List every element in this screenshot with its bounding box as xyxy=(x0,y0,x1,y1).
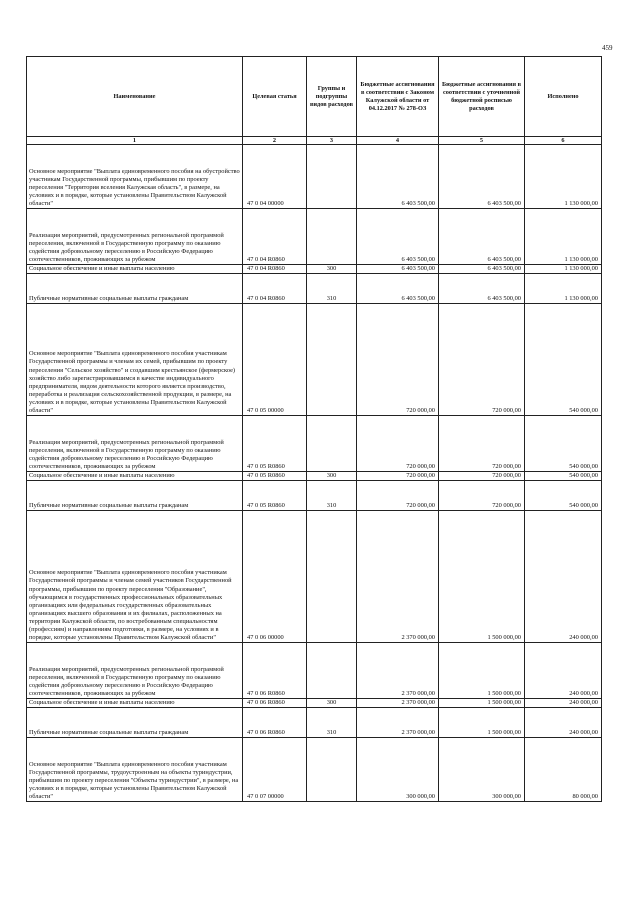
row-group xyxy=(307,643,357,699)
row-name: Социальное обеспечение и иные выплаты населению xyxy=(27,265,243,274)
row-executed-amount: 1 130 000,00 xyxy=(525,145,602,209)
header-target-article: Целевая статья xyxy=(243,57,307,137)
row-target: 47 0 07 00000 xyxy=(243,738,307,802)
row-group: 300 xyxy=(307,699,357,708)
table-row xyxy=(27,481,602,511)
row-law-amount: 720 000,00 xyxy=(357,304,439,416)
table-row xyxy=(27,708,602,738)
row-updated-amount: 6 403 500,00 xyxy=(439,145,525,209)
row-name: Публичные нормативные социальные выплаты гражданам xyxy=(27,708,243,738)
row-executed-amount: 1 130 000,00 xyxy=(525,265,602,274)
row-law-amount: 2 370 000,00 xyxy=(357,643,439,699)
column-number: 6 xyxy=(525,137,602,145)
table-row xyxy=(27,643,602,699)
row-updated-amount: 720 000,00 xyxy=(439,481,525,511)
row-updated-amount: 720 000,00 xyxy=(439,304,525,416)
header-updated-allocations: Бюджетные ассигнования в соответствии с уточненной бюджетной росписью расходов xyxy=(439,57,525,137)
row-target: 47 0 04 R0860 xyxy=(243,274,307,304)
row-target: 47 0 05 00000 xyxy=(243,304,307,416)
row-target: 47 0 04 R0860 xyxy=(243,265,307,274)
row-law-amount: 6 403 500,00 xyxy=(357,145,439,209)
row-group: 300 xyxy=(307,265,357,274)
row-group: 300 xyxy=(307,472,357,481)
row-updated-amount: 720 000,00 xyxy=(439,472,525,481)
table-row xyxy=(27,472,602,481)
row-executed-amount: 540 000,00 xyxy=(525,481,602,511)
row-target: 47 0 04 R0860 xyxy=(243,209,307,265)
row-target: 47 0 05 R0860 xyxy=(243,416,307,472)
row-executed-amount: 1 130 000,00 xyxy=(525,209,602,265)
table-row xyxy=(27,209,602,265)
row-group xyxy=(307,304,357,416)
row-executed-amount: 540 000,00 xyxy=(525,304,602,416)
column-number: 5 xyxy=(439,137,525,145)
row-law-amount: 6 403 500,00 xyxy=(357,265,439,274)
row-updated-amount: 300 000,00 xyxy=(439,738,525,802)
table-row xyxy=(27,145,602,209)
row-law-amount: 720 000,00 xyxy=(357,472,439,481)
table-row xyxy=(27,511,602,643)
row-target: 47 0 06 R0860 xyxy=(243,708,307,738)
row-law-amount: 6 403 500,00 xyxy=(357,274,439,304)
row-updated-amount: 6 403 500,00 xyxy=(439,274,525,304)
row-updated-amount: 1 500 000,00 xyxy=(439,643,525,699)
row-target: 47 0 05 R0860 xyxy=(243,481,307,511)
header-executed: Исполнено xyxy=(525,57,602,137)
row-law-amount: 300 000,00 xyxy=(357,738,439,802)
table-row xyxy=(27,274,602,304)
row-name: Основное мероприятие "Выплата единовременного пособия на обустройство участникам Государственной программы, прибывшим по проекту переселения "Территория вселения Калужская область", в размере, на условиях и в порядке, которые установлены Правительством Калужской области" xyxy=(27,145,243,209)
row-name: Реализация мероприятий, предусмотренных региональной программой переселения, включенной в Государственную программу по оказанию содействия добровольному переселению в Российскую Федерацию соотечественников, проживающих за рубежом xyxy=(27,209,243,265)
row-name: Социальное обеспечение и иные выплаты населению xyxy=(27,472,243,481)
row-name: Основное мероприятие "Выплата единовременного пособия участникам Государственной программы и членам семей участников Государственной программы, прибывшим по проекту переселения "Образование", обучающимся в государственных профессиональных образовательных организациях или федеральных государственных образовательных организациях высшего образования и их филиалах, расположенных на территории Калужской области, по востребованным специальностям (профессиям) и направлениям подготовки, в размере, на условиях и в порядке, которые установлены Правительством Калужской области" xyxy=(27,511,243,643)
row-name: Реализация мероприятий, предусмотренных региональной программой переселения, включенной в Государственную программу по оказанию содействия добровольному переселению в Российскую Федерацию соотечественников, проживающих за рубежом xyxy=(27,643,243,699)
row-law-amount: 2 370 000,00 xyxy=(357,708,439,738)
row-group: 310 xyxy=(307,274,357,304)
row-group: 310 xyxy=(307,708,357,738)
row-executed-amount: 80 000,00 xyxy=(525,738,602,802)
row-law-amount: 720 000,00 xyxy=(357,481,439,511)
row-law-amount: 6 403 500,00 xyxy=(357,209,439,265)
column-number: 1 xyxy=(27,137,243,145)
table-row xyxy=(27,304,602,416)
row-updated-amount: 6 403 500,00 xyxy=(439,265,525,274)
row-name: Основное мероприятие "Выплата единовременного пособия участникам Государственной программы, трудоустроенным на объекты туриндустрии, прибывшим по проекту переселения "Объекты туриндустрии", в размере, на условиях и в порядке, которые установлены Правительством Калужской области" xyxy=(27,738,243,802)
row-executed-amount: 240 000,00 xyxy=(525,511,602,643)
row-law-amount: 2 370 000,00 xyxy=(357,699,439,708)
column-number: 4 xyxy=(357,137,439,145)
header-name: Наименование xyxy=(27,57,243,137)
row-executed-amount: 540 000,00 xyxy=(525,416,602,472)
row-law-amount: 2 370 000,00 xyxy=(357,511,439,643)
row-name: Публичные нормативные социальные выплаты гражданам xyxy=(27,481,243,511)
column-number-row xyxy=(27,137,602,145)
row-updated-amount: 1 500 000,00 xyxy=(439,708,525,738)
row-group xyxy=(307,145,357,209)
row-name: Публичные нормативные социальные выплаты гражданам xyxy=(27,274,243,304)
table-row xyxy=(27,416,602,472)
budget-table xyxy=(26,56,602,802)
row-group xyxy=(307,416,357,472)
row-name: Социальное обеспечение и иные выплаты населению xyxy=(27,699,243,708)
row-updated-amount: 720 000,00 xyxy=(439,416,525,472)
row-target: 47 0 06 R0860 xyxy=(243,643,307,699)
row-group xyxy=(307,209,357,265)
table-row xyxy=(27,265,602,274)
row-target: 47 0 06 00000 xyxy=(243,511,307,643)
row-group: 310 xyxy=(307,481,357,511)
row-updated-amount: 1 500 000,00 xyxy=(439,511,525,643)
column-number: 3 xyxy=(307,137,357,145)
column-number: 2 xyxy=(243,137,307,145)
table-row xyxy=(27,738,602,802)
row-group xyxy=(307,511,357,643)
row-executed-amount: 1 130 000,00 xyxy=(525,274,602,304)
row-executed-amount: 240 000,00 xyxy=(525,708,602,738)
header-law-allocations: Бюджетные ассигнования в соответствии с Законом Калужской области от 04.12.2017 № 278-ОЗ xyxy=(357,57,439,137)
header-expense-groups: Группы и подгруппы видов расходов xyxy=(307,57,357,137)
row-name: Реализация мероприятий, предусмотренных региональной программой переселения, включенной в Государственную программу по оказанию содействия добровольному переселению в Российскую Федерацию соотечественников, проживающих за рубежом xyxy=(27,416,243,472)
row-updated-amount: 6 403 500,00 xyxy=(439,209,525,265)
row-target: 47 0 04 00000 xyxy=(243,145,307,209)
row-executed-amount: 540 000,00 xyxy=(525,472,602,481)
row-executed-amount: 240 000,00 xyxy=(525,643,602,699)
row-name: Основное мероприятие "Выплата единовременного пособия участникам Государственной программы и членам их семей, прибывшим по проекту переселения "Сельское хозяйство" и создавшим крестьянское (фермерское) хозяйство либо зарегистрировавшимся в качестве индивидуального предпринимателя, видом деятельности которого является производство, переработка и реализация сельскохозяйственной продукции, в размере, на условиях и в порядке, которые установлены Правительством Калужской области" xyxy=(27,304,243,416)
page-number: 459 xyxy=(602,44,613,52)
row-updated-amount: 1 500 000,00 xyxy=(439,699,525,708)
row-group xyxy=(307,738,357,802)
row-executed-amount: 240 000,00 xyxy=(525,699,602,708)
table-row xyxy=(27,699,602,708)
row-target: 47 0 05 R0860 xyxy=(243,472,307,481)
row-target: 47 0 06 R0860 xyxy=(243,699,307,708)
row-law-amount: 720 000,00 xyxy=(357,416,439,472)
